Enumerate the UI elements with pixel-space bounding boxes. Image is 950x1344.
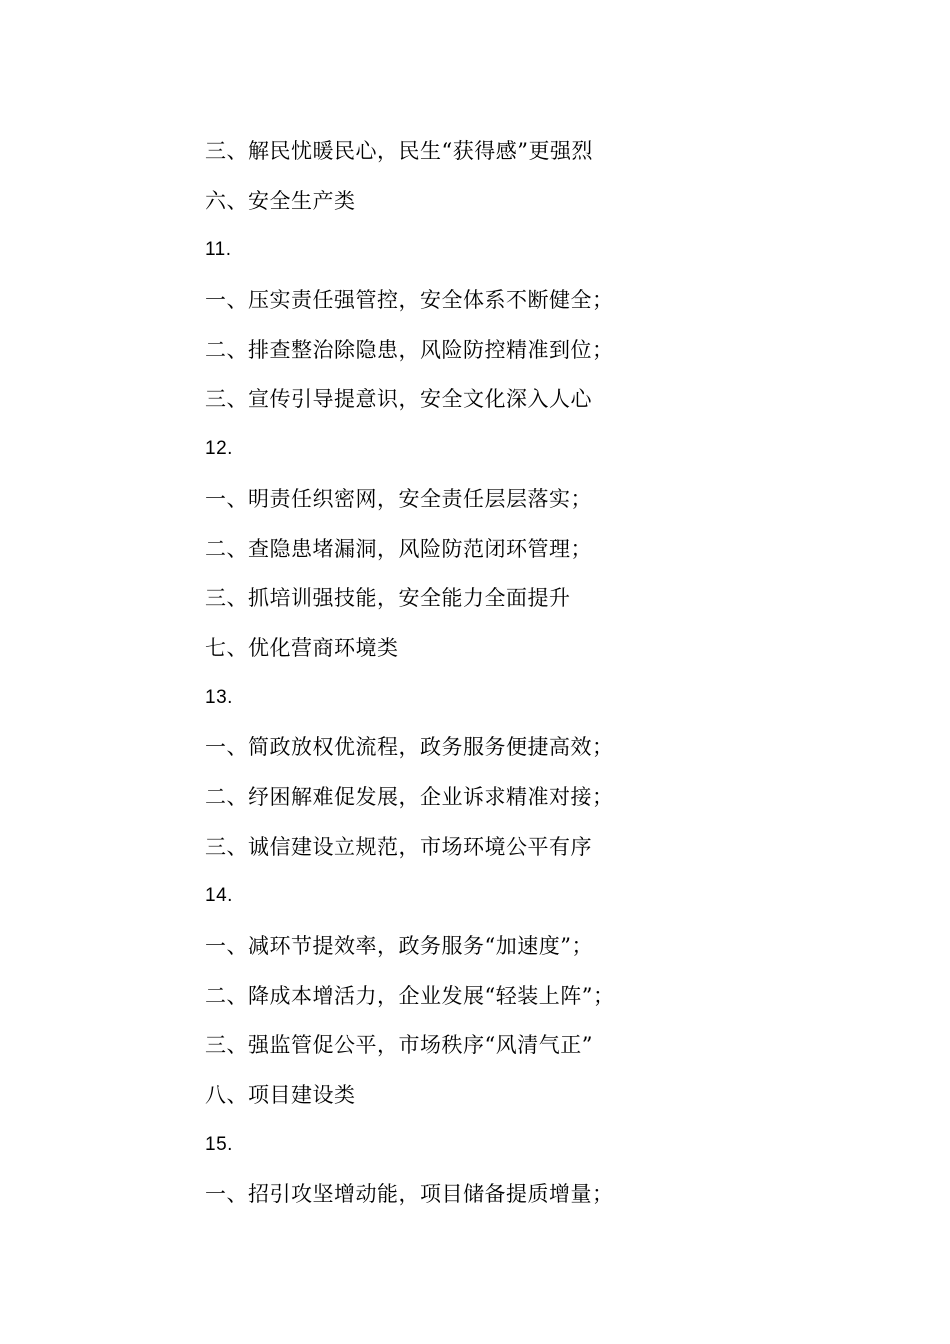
text-line: 三、抓培训强技能，安全能力全面提升 <box>205 586 571 611</box>
text-line: 三、强监管促公平，市场秩序“风清气正” <box>205 1033 593 1058</box>
section-heading: 六、安全生产类 <box>205 188 356 213</box>
text-line: 二、纾困解难促发展，企业诉求精准对接； <box>205 784 614 809</box>
item-number: 13. <box>205 686 233 708</box>
item-number: 12. <box>205 438 233 460</box>
text-line: 三、诚信建设立规范，市场环境公平有序 <box>205 834 592 859</box>
text-line: 一、招引攻坚增动能，项目储备提质增量； <box>205 1182 614 1207</box>
text-line: 二、排查整治除隐患，风险防控精准到位； <box>205 337 614 362</box>
section-heading: 七、优化营商环境类 <box>205 635 399 660</box>
text-line: 二、降成本增活力，企业发展“轻装上阵”； <box>205 983 615 1008</box>
document-body <box>205 132 855 1225</box>
item-number: 11. <box>205 239 232 261</box>
text-line: 一、压实责任强管控，安全体系不断健全； <box>205 288 614 313</box>
text-line: 一、减环节提效率，政务服务“加速度”； <box>205 934 593 958</box>
text-line: 二、查隐患堵漏洞，风险防范闭环管理； <box>205 536 592 561</box>
text-line: 一、简政放权优流程，政务服务便捷高效； <box>205 735 614 760</box>
text-line: 三、解民忧暖民心，民生“获得感”更强烈 <box>205 139 593 163</box>
item-number: 14. <box>205 885 233 907</box>
text-line: 一、明责任织密网，安全责任层层落实； <box>205 486 592 511</box>
text-line: 三、宣传引导提意识，安全文化深入人心 <box>205 387 592 412</box>
item-number: 15. <box>205 1133 233 1155</box>
section-heading: 八、项目建设类 <box>205 1083 356 1108</box>
